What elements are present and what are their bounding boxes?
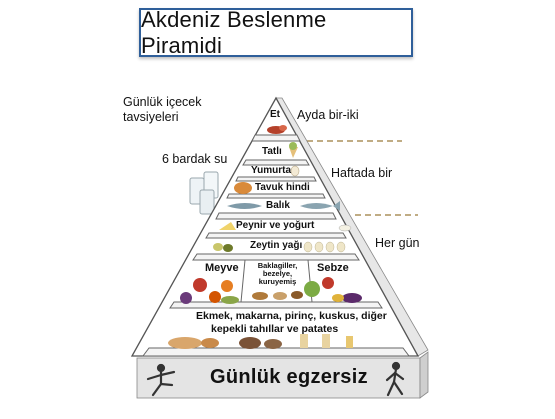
tier-dessert: Tatlı: [262, 146, 282, 157]
tier-fish: Balık: [266, 200, 290, 211]
egg-icon: [291, 166, 299, 176]
tier-olive-oil: Zeytin yağı: [250, 240, 303, 251]
frequency-monthly: Ayda bir-iki: [297, 108, 359, 122]
tier-vegetable: Sebze: [317, 262, 349, 274]
drink-label-line1: Günlük içecek: [123, 95, 202, 109]
frequency-daily: Her gün: [375, 236, 420, 250]
tier-legumes-line2: bezelye,: [262, 269, 293, 278]
tier-dairy: Peynir ve yoğurt: [236, 220, 315, 231]
tier-poultry: Tavuk hindi: [255, 182, 310, 193]
frequency-weekly: Haftada bir: [331, 166, 393, 180]
water-label: 6 bardak su: [162, 152, 228, 166]
base-exercise-label: Günlük egzersiz: [210, 366, 368, 388]
page-title: Akdeniz Beslenme Piramidi: [141, 6, 327, 58]
tier-grains-line1: Ekmek, makarna, pirinç, kuskus, diğer: [196, 310, 387, 322]
tier-fruit: Meyve: [205, 262, 239, 274]
tier-legumes-line1: Baklagiller,: [257, 261, 298, 270]
tier-grains-line2: kepekli tahıllar ve patates: [211, 323, 339, 335]
tier-egg: Yumurta: [251, 165, 292, 176]
tier-legumes-line3: kuruyemiş: [258, 277, 297, 286]
tier-meat: Et: [270, 109, 280, 120]
chicken-icon: [234, 182, 252, 194]
legume-icon: [252, 291, 303, 300]
drink-label-line2: tavsiyeleri: [123, 110, 179, 124]
water-glasses-icon: [190, 172, 218, 214]
